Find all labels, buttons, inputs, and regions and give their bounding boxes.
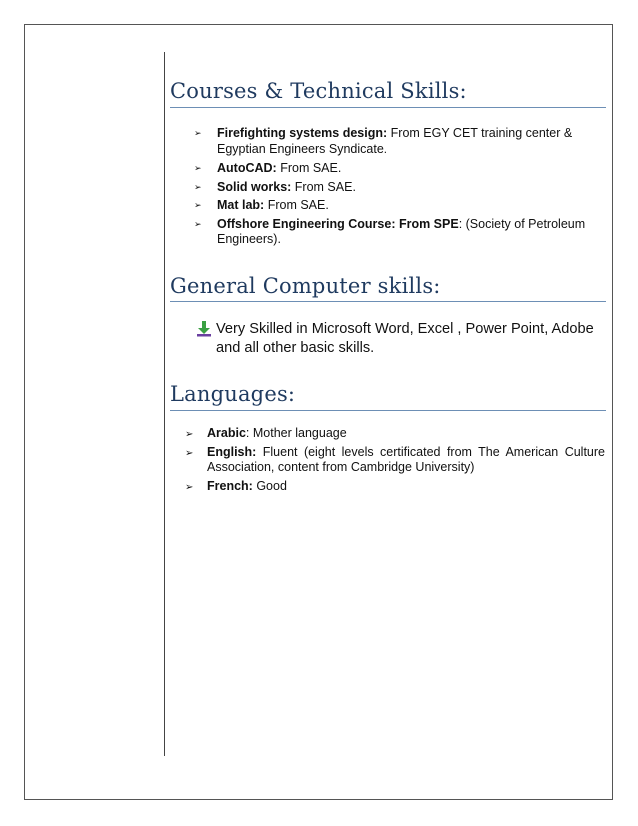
item-detail: Fluent (eight levels certificated from The American Culture Association, content from Cambridge University) <box>207 444 605 474</box>
item-label: English: <box>207 444 257 459</box>
list-item <box>194 126 594 158</box>
list-item-text <box>207 479 605 495</box>
languages-section-rule <box>170 410 606 411</box>
list-item <box>194 180 594 196</box>
computer-skills-list <box>196 320 596 358</box>
computer-section-title: General Computer skills: <box>170 274 441 298</box>
list-item-text: Very Skilled in Microsoft Word, Excel , Power Point, Adobe and all other basic skills. <box>216 321 594 356</box>
list-item <box>196 320 596 358</box>
list-item <box>185 445 605 476</box>
list-item-text <box>217 198 594 214</box>
courses-list <box>194 126 594 251</box>
item-detail: : Mother language <box>245 426 347 440</box>
list-item <box>185 426 605 442</box>
list-item <box>185 479 605 495</box>
item-detail: : (Society of Petroleum Engineers). <box>217 216 586 246</box>
arrow-bullet-icon: ➢ <box>185 481 194 493</box>
arrow-bullet-icon: ➢ <box>194 129 202 139</box>
arrow-bullet-icon: ➢ <box>194 201 202 211</box>
item-detail: From SAE. <box>264 198 329 212</box>
arrow-bullet-icon: ➢ <box>194 164 202 174</box>
courses-section-rule <box>170 107 606 108</box>
list-item <box>194 198 594 214</box>
item-label: Solid works: <box>217 179 292 194</box>
item-label: French: <box>207 478 253 493</box>
list-item-text <box>217 126 594 158</box>
item-label: Offshore Engineering Course: From SPE <box>217 216 459 231</box>
list-item <box>194 161 594 177</box>
list-item-text <box>217 180 594 196</box>
list-item-text <box>207 426 605 442</box>
item-detail: From SAE. <box>276 161 342 175</box>
arrow-bullet-icon: ➢ <box>185 447 194 459</box>
pin-bullet-icon <box>196 321 212 337</box>
computer-section-rule <box>170 301 606 302</box>
list-item-text <box>207 445 605 476</box>
languages-list <box>185 426 605 497</box>
left-margin-rule <box>164 52 165 756</box>
arrow-bullet-icon: ➢ <box>185 429 194 440</box>
list-item <box>194 217 594 248</box>
courses-section-title: Courses & Technical Skills: <box>170 79 467 103</box>
item-suffix: . <box>383 143 387 156</box>
item-detail: From SAE. <box>291 179 356 194</box>
item-label: Arabic <box>207 426 246 440</box>
arrow-bullet-icon: ➢ <box>194 219 202 230</box>
item-label: AutoCAD: <box>217 161 277 175</box>
item-detail: From EGY CET training center & Egyptian Engineers Syndicate <box>217 126 573 156</box>
item-label: Mat lab: <box>217 198 265 212</box>
list-item-text <box>217 161 594 177</box>
languages-section-title: Languages: <box>170 382 296 406</box>
item-label: Firefighting systems design: <box>217 126 388 140</box>
item-detail: Good <box>252 478 287 493</box>
arrow-bullet-icon: ➢ <box>194 182 202 193</box>
list-item-text <box>217 217 594 248</box>
